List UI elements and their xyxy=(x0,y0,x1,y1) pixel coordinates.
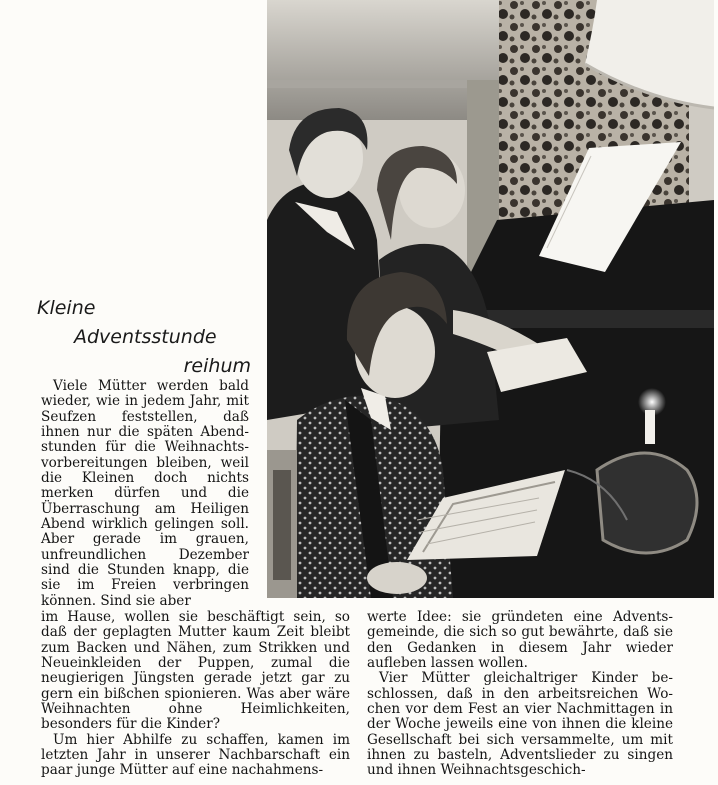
paragraph: Vier Mütter gleichaltriger Kinder beschlossen, daß in den arbeitsreichen Wochen vor dem Fest an vier Nachmittagen in der Woche jeweils eine von ihnen die kleine Gesellschaft bei sich versammelte, um mit ihnen zu basteln, Adventslieder zu singen und ihnen Weihnachtsgeschich- xyxy=(367,670,673,779)
body-column-right xyxy=(367,610,673,779)
headline-line-1: Kleine xyxy=(37,297,96,319)
headline-line-2: Adventsstunde xyxy=(74,326,217,348)
article-headline xyxy=(37,294,251,381)
paragraph: werte Idee: sie gründeten eine Adventsgemeinde, die sich so gut bewährte, daß sie den Gedanken in diesem Jahr wieder aufleben lassen wollen. xyxy=(367,609,673,672)
paragraph: Viele Mütter werden bald wieder, wie in jedem Jahr, mit Seufzen feststellen, daß ihnen nur die späten Abendstunden für die Weihnachtsvorbereitungen bleiben, weil die Kleinen doch nichts merken dürfen und die Überraschung am Heiligen Abend wirklich gelingen soll. Aber gerade im grauen, unfreundlichen Dezember sind die Stunden knapp, die sie im Freien verbringen können. Sind sie aber xyxy=(41,378,249,609)
paragraph: im Hause, wollen sie beschäftigt sein, so daß der geplagten Mutter kaum Zeit bleibt zum Backen und Nähen, zum Strikken und Neueinkleiden der Puppen, zumal die neugierigen Jüngsten gerade jetzt gar zu gern ein bißchen spionieren. Was aber wäre Weihnachten ohne Heimlichkeiten, besonders für die Kinder? xyxy=(41,609,350,733)
paragraph: Um hier Abhilfe zu schaffen, kamen im letzten Jahr in unserer Nachbarschaft ein paar junge Mütter auf eine nachahmens- xyxy=(41,731,350,779)
headline-line-3: reihum xyxy=(183,355,251,377)
article-photo xyxy=(267,0,714,598)
body-column-left-top xyxy=(41,379,249,609)
body-column-left-bottom xyxy=(41,610,350,779)
